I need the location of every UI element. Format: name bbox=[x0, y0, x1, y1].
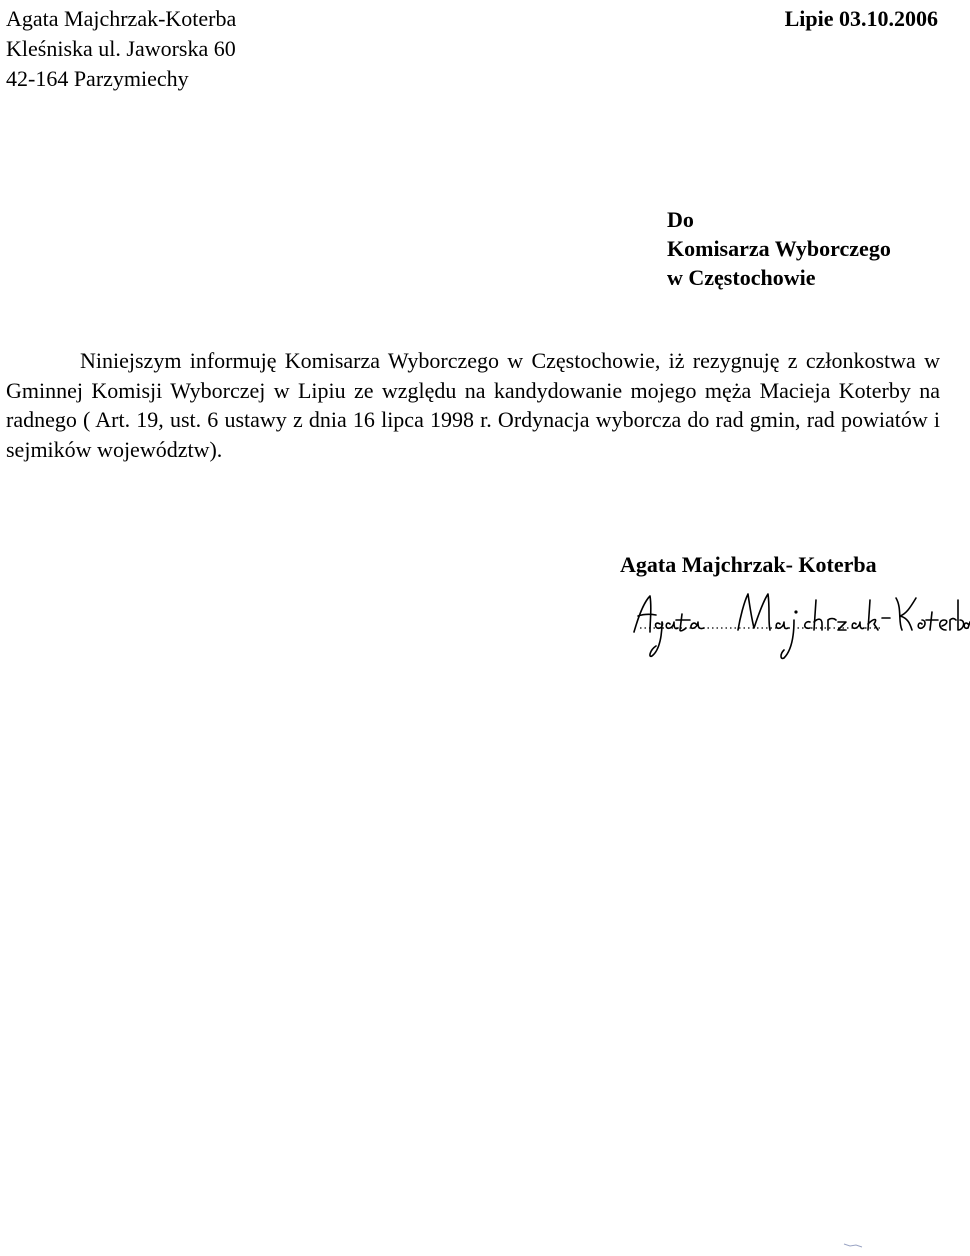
sender-name: Agata Majchrzak-Koterba bbox=[6, 6, 237, 31]
sender-city: 42-164 Parzymiechy bbox=[6, 66, 189, 91]
printed-signature-name: Agata Majchrzak- Koterba bbox=[620, 552, 877, 577]
body-paragraph: Niniejszym informuję Komisarza Wyborczego w Częstochowie, iż rezygnuję z członkostwa w Gminnej Komisji Wyborczej w Lipiu ze względu na kandydowanie mojego męża Macieja Koterby na radnego ( Art. 19, ust. 6 ustawy z dnia 16 lipca 1998 r. Ordynacja wyborcza do rad gmin, rad powiatów i sejmików województw). bbox=[6, 348, 940, 462]
recipient-address bbox=[667, 205, 891, 292]
recipient-line-3: w Częstochowie bbox=[667, 265, 816, 290]
sender-street: Kleśniska ul. Jaworska 60 bbox=[6, 36, 236, 61]
place-date: Lipie 03.10.2006 bbox=[784, 6, 938, 31]
letter-body bbox=[6, 346, 940, 464]
recipient-line-1: Do bbox=[667, 207, 694, 232]
recipient-line-2: Komisarza Wyborczego bbox=[667, 236, 891, 261]
scan-speck bbox=[842, 1240, 866, 1248]
handwritten-signature bbox=[620, 588, 970, 668]
sender-address bbox=[6, 4, 236, 94]
